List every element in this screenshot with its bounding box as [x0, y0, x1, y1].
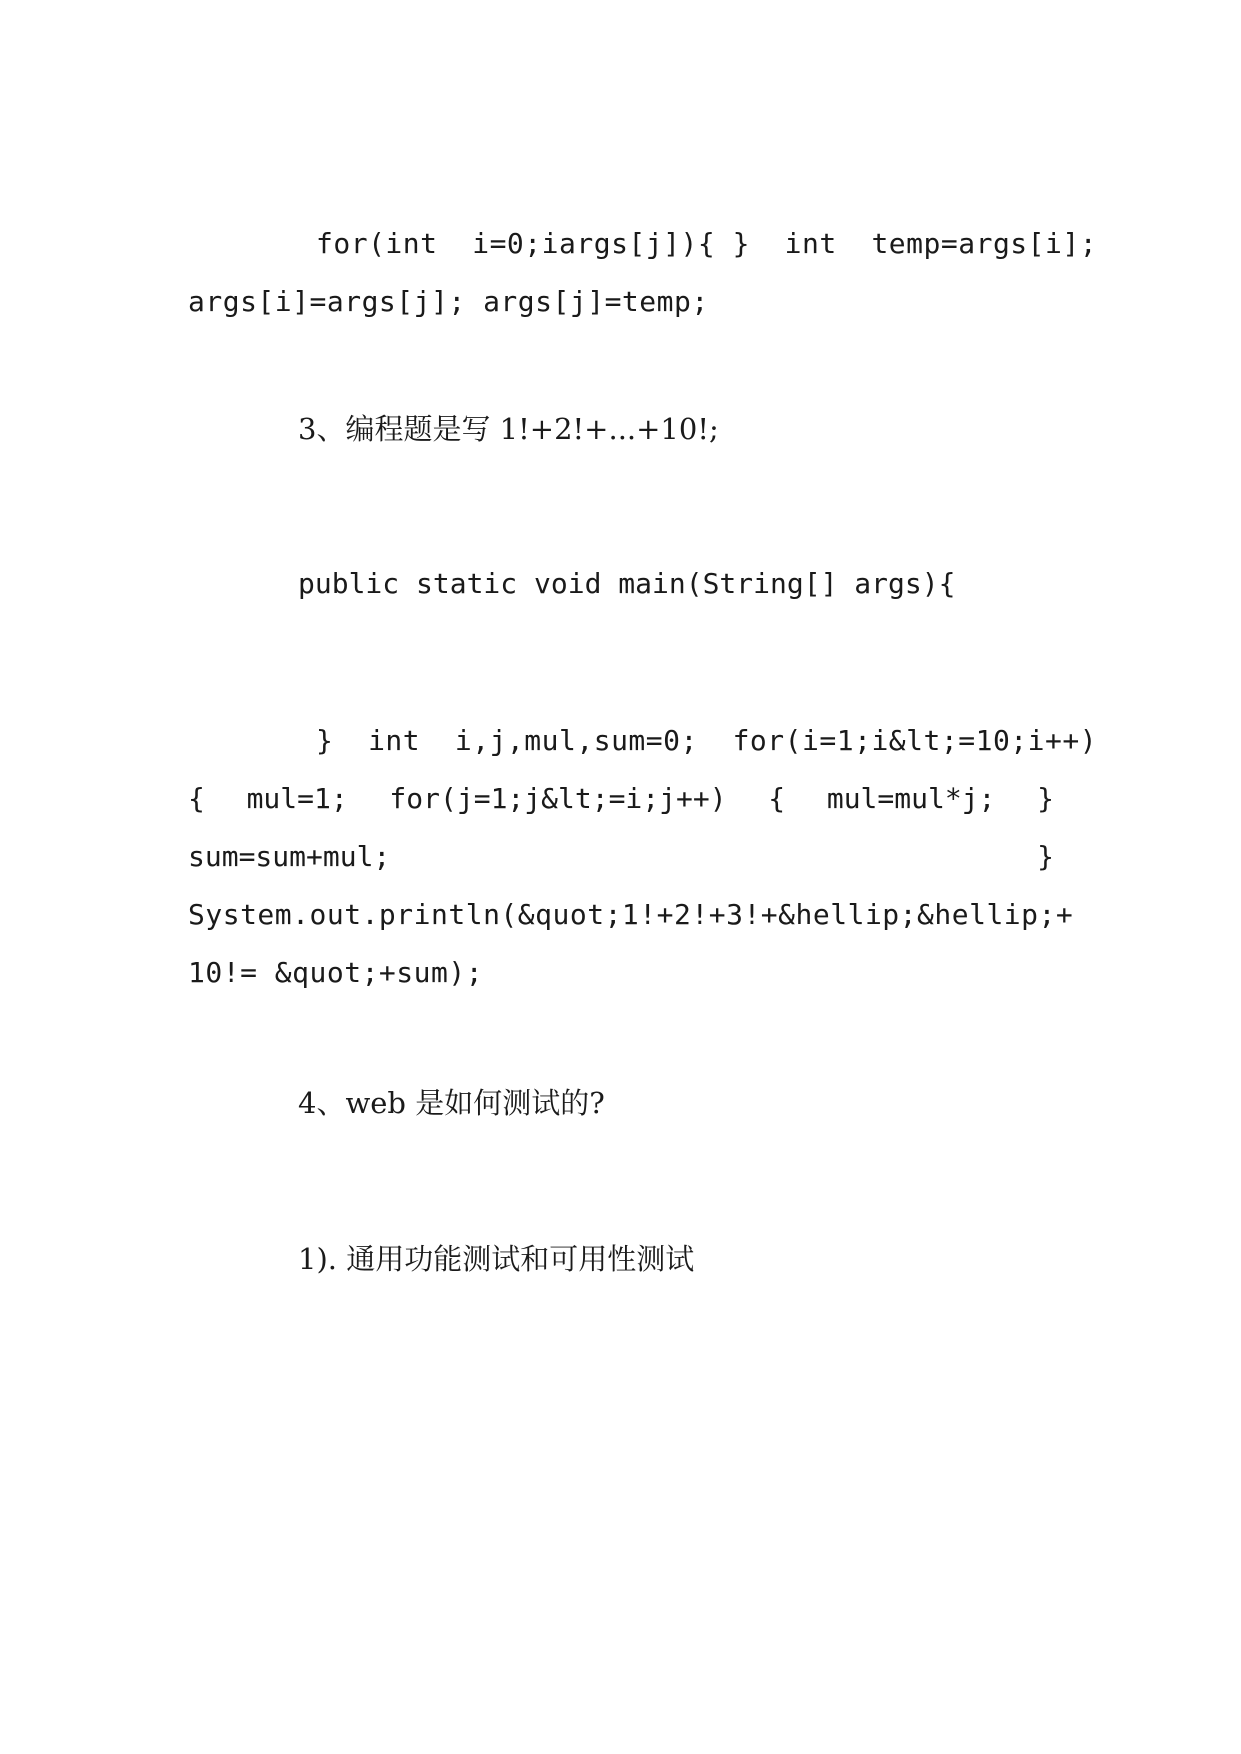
code-token: mul=mul*j;: [826, 782, 996, 815]
code-line: System.out.println(&quot;1!+2!+3!+&hellip;&hellip;+: [188, 898, 1074, 931]
code-block-factorial-sum: [188, 712, 1098, 1002]
code-line-inner-loop: [188, 770, 1054, 828]
code-token: mul=1;: [246, 782, 348, 815]
code-block-swap: [188, 215, 1098, 331]
answer-item-1: 1). 通用功能测试和可用性测试: [298, 1242, 695, 1276]
code-line: } int i,j,mul,sum=0; for(i=1;i&lt;=10;i++): [316, 724, 1098, 757]
code-token: {: [188, 782, 205, 815]
code-line: args[i]=args[j]; args[j]=temp;: [188, 285, 709, 318]
code-token: }: [1037, 840, 1054, 873]
code-line-sum: [188, 828, 1054, 886]
code-line: 10!= &quot;+sum);: [188, 956, 484, 989]
main-method-signature: public static void main(String[] args){: [298, 567, 956, 600]
code-token: for(j=1;j&lt;=i;j++): [389, 782, 727, 815]
code-token: }: [1037, 782, 1054, 815]
code-line: for(int i=0;iargs[j]){ } int temp=args[i];: [316, 227, 1098, 260]
code-token: sum=sum+mul;: [188, 840, 391, 873]
question-3-heading: 3、编程题是写 1!+2!+...+10!;: [298, 412, 719, 446]
question-4-heading: 4、web 是如何测试的?: [298, 1086, 605, 1120]
code-token: {: [768, 782, 786, 815]
